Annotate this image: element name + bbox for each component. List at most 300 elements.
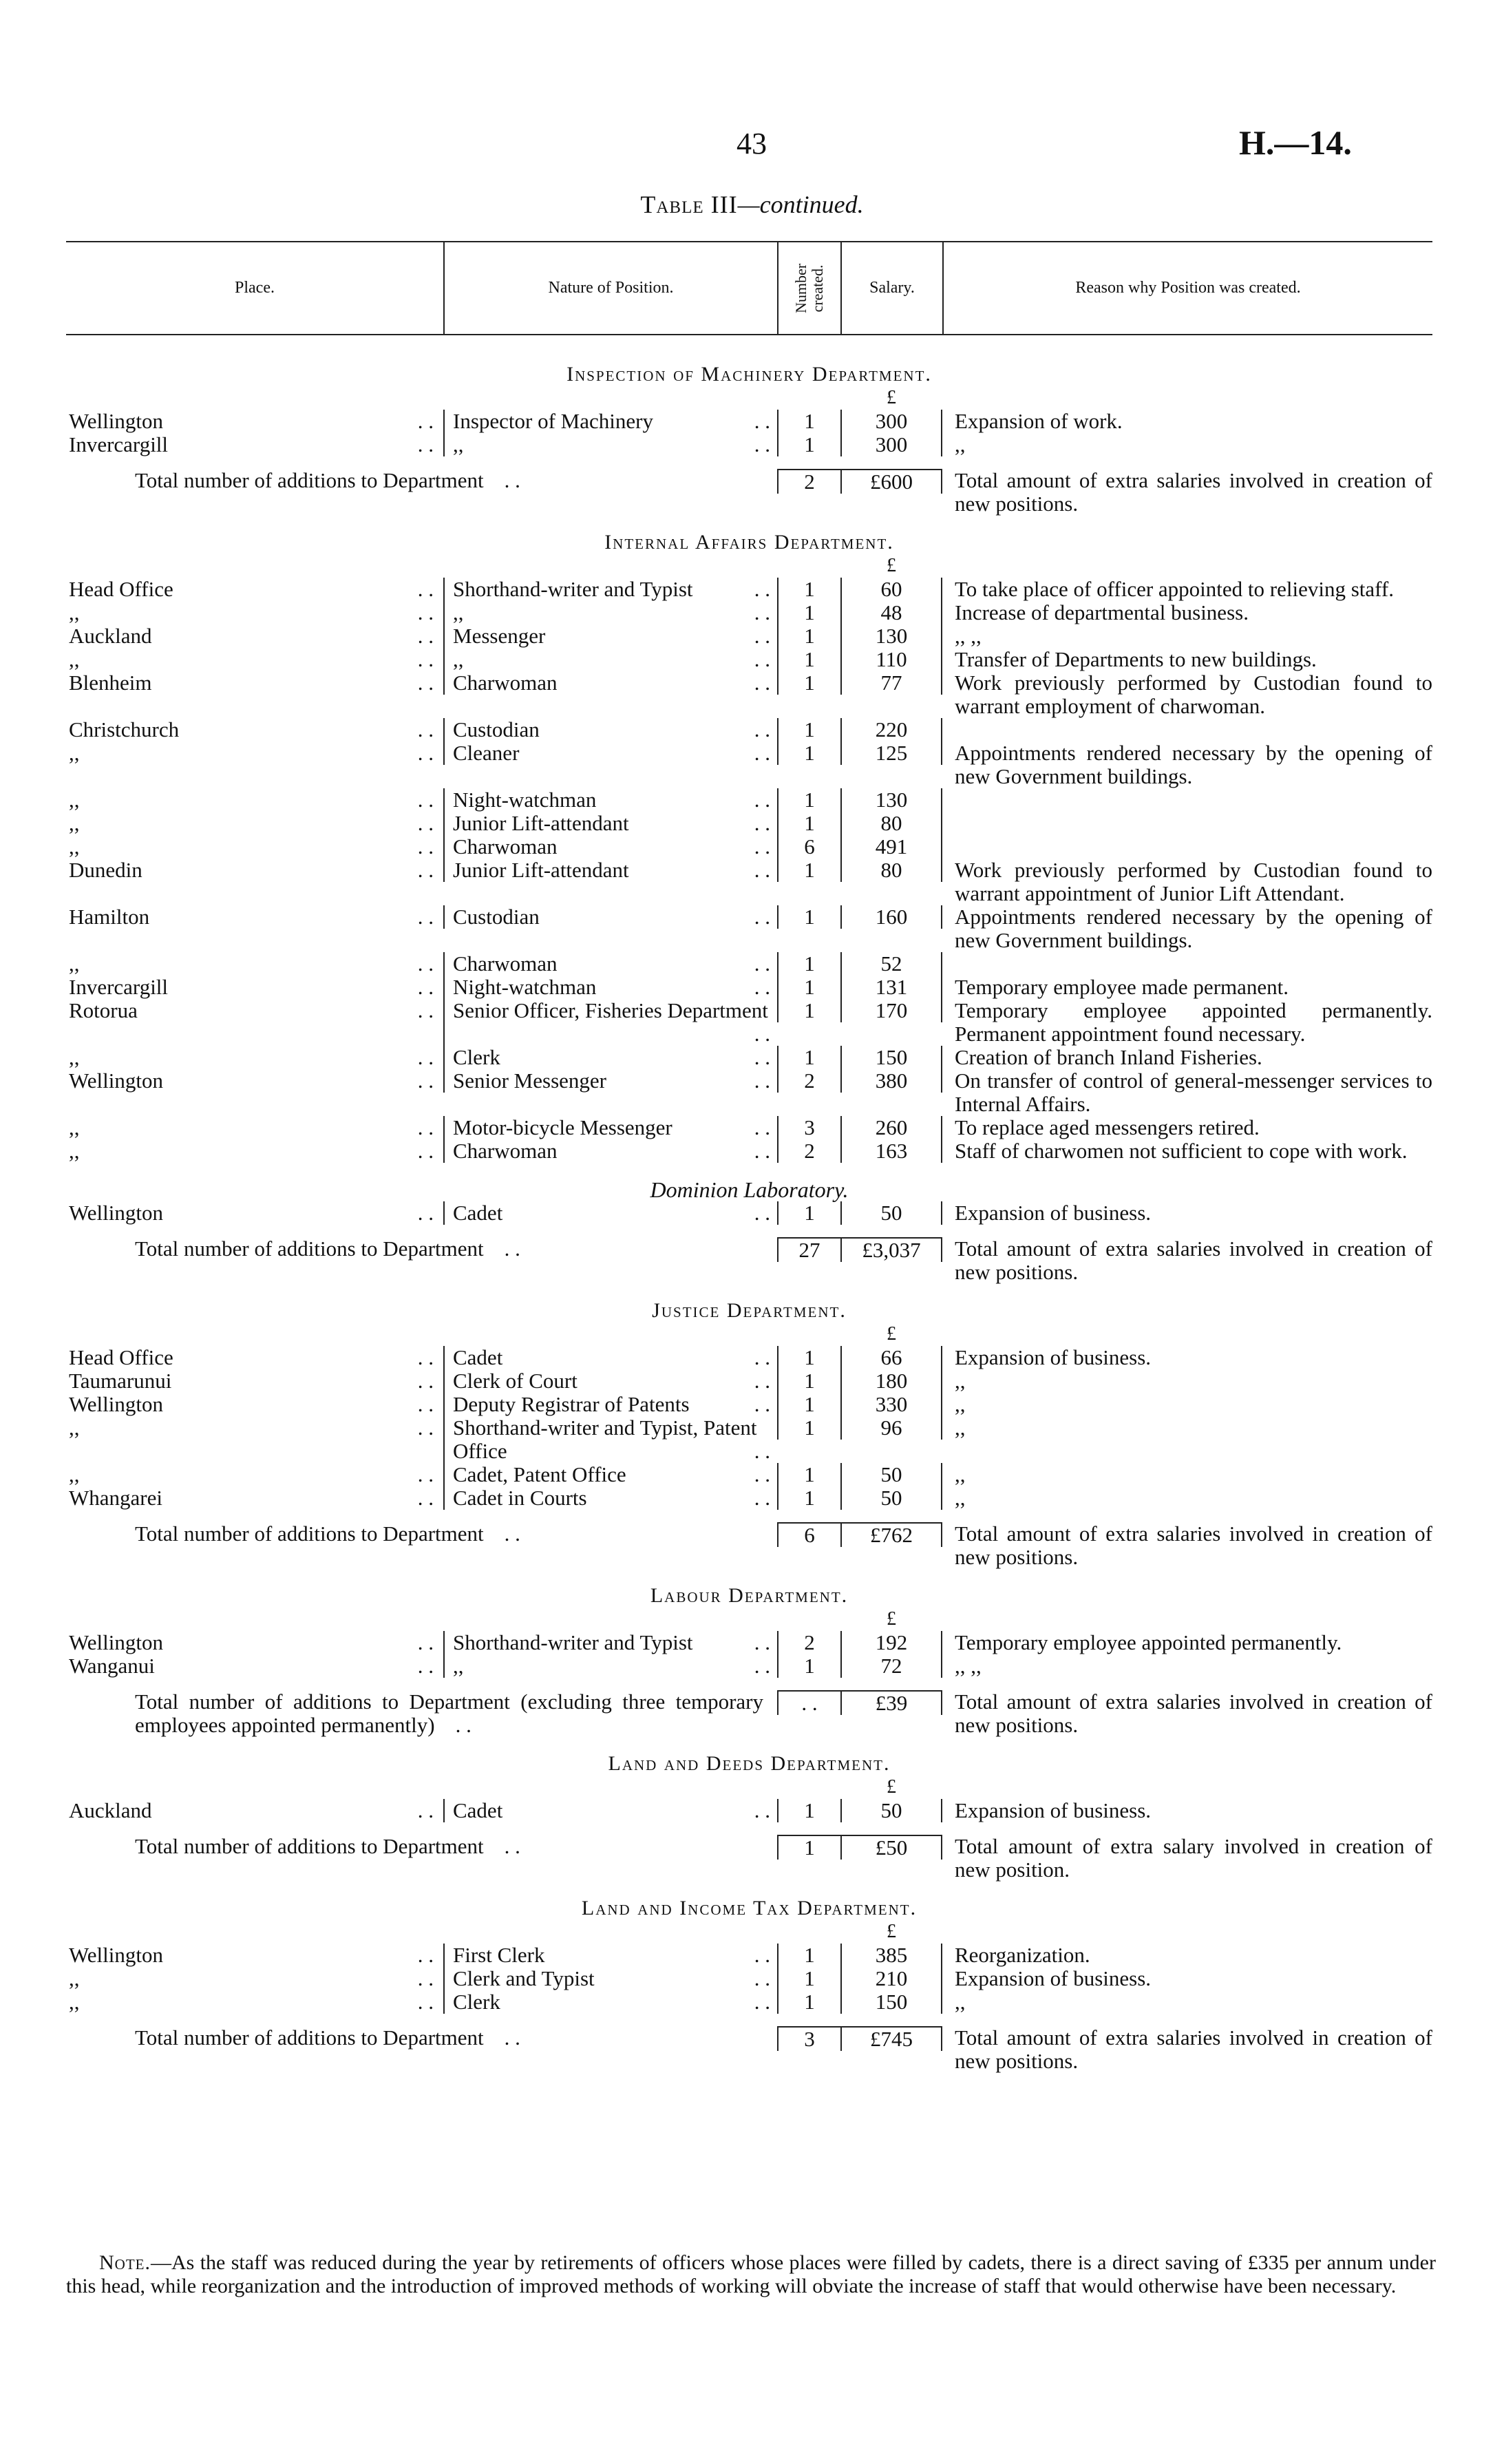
position-cell	[443, 1139, 777, 1163]
position-cell	[443, 835, 777, 859]
place-text: Head Office	[69, 1345, 173, 1369]
leader-dots: . .	[417, 1798, 434, 1822]
place-cell	[66, 671, 443, 695]
position-text: Senior Officer, Fisheries Department	[453, 998, 768, 1022]
total-label	[66, 1522, 777, 1546]
number-cell: 1	[777, 1416, 840, 1440]
header-salary: Salary.	[842, 242, 944, 334]
pound-sign: £	[887, 1776, 896, 1798]
leader-dots: . .	[754, 788, 770, 812]
leader-dots: . .	[417, 1415, 434, 1440]
table-row	[66, 1046, 1432, 1069]
number-cell: 1	[777, 788, 840, 812]
reason-cell: Temporary employee made permanent.	[955, 975, 1289, 999]
header-number	[779, 242, 842, 334]
position-cell	[443, 410, 777, 433]
spacer	[443, 1920, 777, 1944]
reason-cell: ,, ,,	[955, 624, 982, 648]
salary-cell: 50	[840, 1486, 942, 1510]
position-text: Clerk	[453, 1990, 500, 2014]
footnote	[66, 2251, 1436, 2298]
leader-dots: . .	[754, 1439, 770, 1463]
place-cell	[66, 835, 443, 859]
place-cell	[66, 1069, 443, 1093]
table-row	[66, 976, 1432, 999]
spacer	[443, 1776, 777, 1799]
reason-cell: Expansion of business.	[955, 1966, 1152, 1990]
table-row	[66, 433, 1432, 456]
leader-dots: . .	[504, 1834, 520, 1858]
reason-cell: Staff of charwomen not sufficient to cope with work.	[955, 1139, 1408, 1163]
salary-cell: 300	[840, 410, 942, 433]
number-cell: 1	[777, 1463, 840, 1486]
position-text: Charwoman	[453, 834, 558, 859]
table-row	[66, 410, 1432, 433]
number-cell: 1	[777, 1944, 840, 1967]
position-text: Cadet	[453, 1201, 503, 1225]
table-row	[66, 578, 1432, 601]
place-cell	[66, 1046, 443, 1069]
leader-dots: . .	[417, 905, 434, 929]
spacer	[66, 1776, 443, 1799]
table-row	[66, 1346, 1432, 1369]
leader-dots: . .	[417, 432, 434, 456]
reason-cell: ,,	[955, 1990, 966, 2014]
spacer	[66, 386, 443, 410]
position-cell	[443, 601, 777, 624]
leader-dots: . .	[754, 951, 770, 976]
place-text: ,,	[69, 788, 80, 812]
place-cell	[66, 1990, 443, 2014]
place-cell	[66, 648, 443, 671]
total-row	[66, 1522, 1432, 1569]
leader-dots: . .	[754, 432, 770, 456]
table-row	[66, 1201, 1432, 1225]
spacer	[66, 1608, 443, 1631]
place-text: Wellington	[69, 1201, 163, 1225]
leader-dots: . .	[754, 1966, 770, 1990]
place-text: Wellington	[69, 1068, 163, 1093]
table-row	[66, 1944, 1432, 1967]
position-cell	[443, 1369, 777, 1393]
leader-dots: . .	[417, 409, 434, 433]
leader-dots: . .	[417, 1045, 434, 1069]
leader-dots: . .	[754, 1798, 770, 1822]
total-number: 6	[777, 1522, 840, 1547]
position-cell	[443, 1486, 777, 1510]
position-text: Clerk	[453, 1045, 500, 1069]
table-row	[66, 999, 1432, 1046]
salary-cell: 130	[840, 624, 942, 648]
subsection-title: Dominion Laboratory.	[650, 1177, 849, 1202]
reason-cell: Expansion of business.	[955, 1201, 1152, 1225]
spacer	[777, 554, 840, 578]
position-text: Clerk and Typist	[453, 1966, 595, 1990]
place-cell	[66, 788, 443, 812]
table-row	[66, 1416, 1432, 1463]
pound-row	[66, 386, 1432, 410]
number-cell: 1	[777, 1990, 840, 2014]
place-text: Rotorua	[69, 998, 138, 1022]
position-text: ,,	[453, 1654, 464, 1678]
number-cell: 1	[777, 905, 840, 929]
table-row	[66, 1486, 1432, 1510]
place-text: Blenheim	[69, 671, 152, 695]
page-number: 43	[737, 127, 767, 160]
position-text: Clerk of Court	[453, 1369, 578, 1393]
leader-dots: . .	[504, 2025, 520, 2050]
table-row	[66, 1631, 1432, 1654]
table-row	[66, 1967, 1432, 1990]
reason-cell: Appointments rendered necessary by the opening of new Government buildings.	[955, 905, 1432, 952]
place-cell	[66, 1631, 443, 1654]
number-cell: 1	[777, 976, 840, 999]
leader-dots: . .	[754, 811, 770, 835]
salary-cell: 72	[840, 1654, 942, 1678]
position-cell	[443, 624, 777, 648]
spacer	[66, 1225, 1432, 1237]
number-cell: 1	[777, 718, 840, 741]
position-text: Charwoman	[453, 1139, 558, 1163]
spacer	[777, 1776, 840, 1799]
reason-cell: To replace aged messengers retired.	[955, 1115, 1260, 1139]
place-text: ,,	[69, 1462, 80, 1486]
table-row	[66, 624, 1432, 648]
leader-dots: . .	[417, 1392, 434, 1416]
position-cell	[443, 1631, 777, 1654]
header-place: Place.	[66, 242, 445, 334]
document-reference: H.—14.	[1239, 123, 1352, 162]
salary-cell: 491	[840, 835, 942, 859]
pound-sign: £	[887, 1608, 896, 1630]
table-title-prefix: Table III	[640, 191, 738, 218]
position-cell	[443, 1393, 777, 1416]
table-row	[66, 1463, 1432, 1486]
place-cell	[66, 1201, 443, 1225]
leader-dots: . .	[754, 858, 770, 882]
number-cell: 3	[777, 1116, 840, 1139]
spacer	[443, 1608, 777, 1631]
table-row	[66, 648, 1432, 671]
total-number: 3	[777, 2026, 840, 2051]
place-text: Wellington	[69, 409, 163, 433]
number-cell: 1	[777, 1046, 840, 1069]
number-cell: 1	[777, 1346, 840, 1369]
position-text: Shorthand-writer and Typist, Patent Office	[453, 1415, 757, 1463]
table-row	[66, 1139, 1432, 1163]
pound-sign: £	[887, 387, 896, 408]
place-text: Taumarunui	[69, 1369, 172, 1393]
place-text: Wellington	[69, 1392, 163, 1416]
position-text: Shorthand-writer and Typist	[453, 1630, 693, 1654]
table-row	[66, 812, 1432, 835]
leader-dots: . .	[754, 671, 770, 695]
position-text: Night-watchman	[453, 975, 597, 999]
place-cell	[66, 433, 443, 456]
number-cell: 1	[777, 601, 840, 624]
place-text: ,,	[69, 951, 80, 976]
table-header	[66, 241, 1432, 335]
leader-dots: . .	[417, 741, 434, 765]
number-cell: 1	[777, 578, 840, 601]
salary-cell: 125	[840, 741, 942, 765]
total-label-text: Total number of additions to Department	[135, 2025, 484, 2050]
header-reason: Reason why Position was created.	[1075, 279, 1301, 297]
leader-dots: . .	[417, 811, 434, 835]
position-text: ,,	[453, 432, 464, 456]
reason-cell: To take place of officer appointed to relieving staff.	[955, 577, 1394, 601]
section-title: Inspection of Machinery Department.	[566, 363, 932, 386]
total-number: 1	[777, 1835, 840, 1860]
reason-cell: On transfer of control of general-messenger services to Internal Affairs.	[955, 1068, 1432, 1116]
table-title-suffix: —continued.	[737, 191, 864, 218]
spacer	[443, 386, 777, 410]
total-reason: Total amount of extra salaries involved in creation of new positions.	[955, 468, 1432, 516]
number-cell: 1	[777, 433, 840, 456]
salary-cell: 50	[840, 1201, 942, 1225]
position-cell	[443, 1069, 777, 1093]
position-text: Motor-bicycle Messenger	[453, 1115, 672, 1139]
salary-cell: 220	[840, 718, 942, 741]
position-cell	[443, 1463, 777, 1486]
number-cell: 1	[777, 812, 840, 835]
table-row	[66, 1369, 1432, 1393]
position-text: Cadet in Courts	[453, 1486, 587, 1510]
leader-dots: . .	[754, 1630, 770, 1654]
leader-dots: . .	[417, 577, 434, 601]
spacer	[777, 1608, 840, 1631]
spacer	[66, 554, 443, 578]
reason-cell: ,, ,,	[955, 1654, 982, 1678]
section-title: Land and Deeds Department.	[608, 1752, 891, 1775]
leader-dots: . .	[417, 717, 434, 741]
total-number: . .	[777, 1690, 840, 1715]
leader-dots: . .	[417, 1068, 434, 1093]
place-text: ,,	[69, 1966, 80, 1990]
salary-cell: 77	[840, 671, 942, 695]
leader-dots: . .	[754, 1115, 770, 1139]
position-cell	[443, 648, 777, 671]
place-text: Whangarei	[69, 1486, 162, 1510]
position-cell	[443, 718, 777, 741]
salary-cell: 52	[840, 952, 942, 976]
place-text: ,,	[69, 1139, 80, 1163]
leader-dots: . .	[754, 1392, 770, 1416]
reason-cell: Reorganization.	[955, 1943, 1090, 1967]
place-text: ,,	[69, 811, 80, 835]
place-cell	[66, 718, 443, 741]
total-reason: Total amount of extra salaries involved in creation of new positions.	[955, 1689, 1432, 1737]
salary-cell: 80	[840, 812, 942, 835]
reason-cell: Work previously performed by Custodian found to warrant employment of charwoman.	[955, 671, 1432, 718]
spacer	[66, 1323, 443, 1346]
place-text: ,,	[69, 1990, 80, 2014]
leader-dots: . .	[504, 468, 520, 492]
leader-dots: . .	[417, 858, 434, 882]
section-title: Internal Affairs Department.	[604, 531, 894, 554]
position-cell	[443, 788, 777, 812]
salary-cell: 66	[840, 1346, 942, 1369]
total-salary: £600	[840, 469, 942, 494]
table-row	[66, 601, 1432, 624]
leader-dots: . .	[754, 1990, 770, 2014]
number-cell: 1	[777, 624, 840, 648]
place-text: ,,	[69, 1415, 80, 1440]
leader-dots: . .	[417, 788, 434, 812]
number-cell: 1	[777, 999, 840, 1022]
reason-cell: Expansion of business.	[955, 1798, 1152, 1822]
total-label-text: Total number of additions to Department	[135, 1236, 484, 1261]
table-row	[66, 1069, 1432, 1116]
total-salary: £50	[840, 1835, 942, 1860]
salary-cell: 50	[840, 1463, 942, 1486]
pound-sign: £	[887, 1323, 896, 1345]
position-text: Cleaner	[453, 741, 520, 765]
number-cell: 2	[777, 1631, 840, 1654]
place-cell	[66, 1369, 443, 1393]
place-cell	[66, 578, 443, 601]
place-text: ,,	[69, 741, 80, 765]
leader-dots: . .	[417, 671, 434, 695]
salary-cell: 80	[840, 859, 942, 882]
pound-sign: £	[887, 555, 896, 576]
reason-cell: ,,	[955, 1486, 966, 1510]
table-row	[66, 671, 1432, 718]
place-text: Head Office	[69, 577, 173, 601]
salary-cell: 50	[840, 1799, 942, 1822]
salary-cell: 300	[840, 433, 942, 456]
salary-cell: 131	[840, 976, 942, 999]
reason-cell: Expansion of work.	[955, 409, 1123, 433]
salary-cell: 330	[840, 1393, 942, 1416]
leader-dots: . .	[417, 834, 434, 859]
place-cell	[66, 859, 443, 882]
number-cell: 2	[777, 1069, 840, 1093]
total-row	[66, 1237, 1432, 1284]
reason-cell: ,,	[955, 1462, 966, 1486]
total-salary: £762	[840, 1522, 942, 1547]
place-text: Wanganui	[69, 1654, 155, 1678]
total-row	[66, 2026, 1432, 2073]
total-label	[66, 1690, 777, 1737]
position-cell	[443, 999, 777, 1046]
number-cell: 1	[777, 1201, 840, 1225]
position-cell	[443, 1046, 777, 1069]
number-cell: 1	[777, 648, 840, 671]
spacer	[66, 1822, 1432, 1835]
place-cell	[66, 1654, 443, 1678]
leader-dots: . .	[754, 1068, 770, 1093]
leader-dots: . .	[754, 1486, 770, 1510]
spacer	[443, 554, 777, 578]
position-cell	[443, 1799, 777, 1822]
leader-dots: . .	[754, 624, 770, 648]
salary-cell: 192	[840, 1631, 942, 1654]
total-number: 27	[777, 1237, 840, 1262]
position-text: Charwoman	[453, 951, 558, 976]
leader-dots: . .	[455, 1713, 472, 1737]
position-text: Deputy Registrar of Patents	[453, 1392, 690, 1416]
pound-sign: £	[887, 1921, 896, 1942]
leader-dots: . .	[417, 1369, 434, 1393]
table-row	[66, 1393, 1432, 1416]
leader-dots: . .	[417, 1345, 434, 1369]
header-number-label: Number created.	[792, 263, 826, 313]
leader-dots: . .	[417, 1630, 434, 1654]
salary-cell: 163	[840, 1139, 942, 1163]
table-row	[66, 1799, 1432, 1822]
number-cell: 1	[777, 1799, 840, 1822]
salary-cell: 170	[840, 999, 942, 1022]
position-cell	[443, 976, 777, 999]
table-row	[66, 859, 1432, 905]
leader-dots: . .	[417, 647, 434, 671]
total-reason: Total amount of extra salaries involved in creation of new positions.	[955, 2025, 1432, 2073]
leader-dots: . .	[754, 1022, 770, 1046]
number-cell: 1	[777, 859, 840, 882]
position-text: Night-watchman	[453, 788, 597, 812]
number-cell: 1	[777, 671, 840, 695]
leader-dots: . .	[754, 741, 770, 765]
leader-dots: . .	[754, 577, 770, 601]
leader-dots: . .	[417, 1115, 434, 1139]
position-cell	[443, 952, 777, 976]
number-cell: 1	[777, 1654, 840, 1678]
leader-dots: . .	[754, 834, 770, 859]
table-row	[66, 788, 1432, 812]
salary-cell: 110	[840, 648, 942, 671]
place-text: Invercargill	[69, 975, 169, 999]
reason-cell: ,,	[955, 1369, 966, 1393]
place-text: ,,	[69, 647, 80, 671]
place-cell	[66, 1463, 443, 1486]
position-text: Charwoman	[453, 671, 558, 695]
position-text: Custodian	[453, 717, 540, 741]
salary-cell: 130	[840, 788, 942, 812]
place-text: Auckland	[69, 1798, 152, 1822]
number-cell: 1	[777, 410, 840, 433]
pound-row	[66, 1776, 1432, 1799]
table-row	[66, 741, 1432, 788]
salary-cell: 48	[840, 601, 942, 624]
position-cell	[443, 812, 777, 835]
salary-cell: 180	[840, 1369, 942, 1393]
position-cell	[443, 578, 777, 601]
salary-cell: 380	[840, 1069, 942, 1093]
number-cell: 1	[777, 1369, 840, 1393]
place-cell	[66, 624, 443, 648]
place-cell	[66, 741, 443, 765]
salary-cell: 96	[840, 1416, 942, 1440]
place-cell	[66, 601, 443, 624]
header-position: Nature of Position.	[445, 242, 779, 334]
spacer	[66, 1510, 1432, 1522]
section-title: Land and Income Tax Department.	[581, 1897, 918, 1919]
leader-dots: . .	[417, 1966, 434, 1990]
number-cell: 1	[777, 952, 840, 976]
position-text: Senior Messenger	[453, 1068, 606, 1093]
place-text: Auckland	[69, 624, 152, 648]
leader-dots: . .	[504, 1236, 520, 1261]
total-reason: Total amount of extra salaries involved in creation of new positions.	[955, 1521, 1432, 1569]
spacer	[443, 1323, 777, 1346]
leader-dots: . .	[417, 1990, 434, 2014]
leader-dots: . .	[417, 975, 434, 999]
table-row	[66, 905, 1432, 952]
pound-row	[66, 1323, 1432, 1346]
section-title: Justice Department.	[652, 1299, 847, 1322]
reason-cell: ,,	[955, 1392, 966, 1416]
